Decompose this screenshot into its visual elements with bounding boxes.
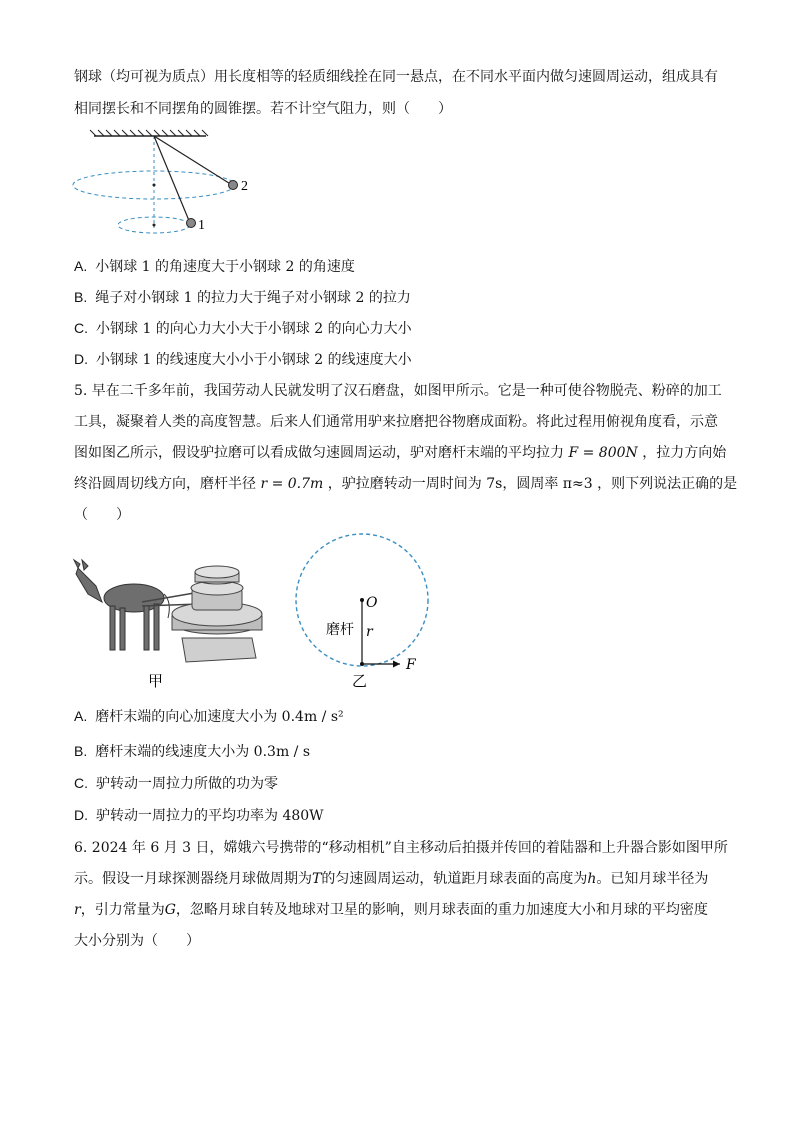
q4-option-a[interactable]: A. 小钢球 1 的角速度大于小钢球 2 的角速度: [74, 258, 355, 275]
q6-line2: 示。假设一月球探测器绕月球做周期为T的匀速圆周运动，轨道距月球表面的高度为h。已知月球半径为: [74, 871, 709, 887]
figure-yi-label: 乙: [352, 672, 368, 690]
string-2: [154, 136, 232, 185]
q5-stem-line5: （ ）: [74, 507, 130, 523]
string-1: [154, 136, 190, 223]
q4-option-c[interactable]: C. 小钢球 1 的向心力大小大于小钢球 2 的向心力大小: [74, 320, 412, 337]
force-value: F = 800N: [568, 445, 638, 461]
q4-option-b[interactable]: B. 绳子对小钢球 1 的拉力大于绳子对小钢球 2 的拉力: [74, 289, 411, 306]
figure-jia-label: 甲: [148, 672, 164, 690]
q5-stem-line1: 5. 早在二千多年前，我国劳动人民就发明了汉石磨盘，如图甲所示。它是一种可使谷物脱壳、粉碎的加工: [74, 383, 722, 399]
ball-1-label: 1: [198, 218, 205, 233]
pi-value: π≈3: [562, 476, 593, 492]
q5-stem-line2: 工具，凝聚着人类的高度智慧。后来人们通常用驴来拉磨把谷物磨成面粉。将此过程用俯视角度看，示意: [74, 414, 718, 430]
gravitational-constant-G: G: [164, 902, 176, 918]
force-F-label: F: [406, 657, 416, 673]
q5-stem-line4: 终沿圆周切线方向，磨杆半径 r = 0.7m ，驴拉磨转动一周时间为 7s，圆周率 π≈3 ，则下列说法正确的是: [74, 476, 738, 492]
radius-r-label: r: [366, 624, 373, 640]
q5-option-c[interactable]: C. 驴转动一周拉力所做的功为零: [74, 775, 278, 792]
q6-line4: 大小分别为（ ）: [74, 933, 200, 949]
q4-stem-line2: 相同摆长和不同摆角的圆锥摆。若不计空气阻力，则（ ）: [74, 101, 452, 117]
rod-label: 磨杆: [326, 622, 354, 638]
top-view-circle-figure: [290, 530, 450, 690]
conical-pendulum-figure: [66, 128, 266, 243]
ceiling-hatch: [90, 130, 208, 136]
moon-radius-r: r: [74, 902, 81, 918]
q5-option-a[interactable]: A. 磨杆末端的向心加速度大小为 0.4m / s²: [74, 708, 344, 725]
donkey-millstone-figure: [72, 558, 272, 688]
center-O-label: O: [366, 595, 378, 611]
q4-option-d[interactable]: D. 小钢球 1 的线速度大小小于小钢球 2 的线速度大小: [74, 351, 412, 368]
millstone-illustration: [172, 566, 262, 662]
q4-stem-line1: 钢球（均可视为质点）用长度相等的轻质细线拴在同一悬点，在不同水平面内做匀速圆周运动，组成具有: [74, 69, 718, 85]
q6-line1: 6. 2024 年 6 月 3 日，嫦娥六号携带的“移动相机”自主移动后拍摄并传回的着陆器和上升器合影如图甲所: [74, 840, 728, 856]
q6-line3: r，引力常量为G，忽略月球自转及地球对卫星的影响，则月球表面的重力加速度大小和月球的平均密度: [74, 902, 708, 918]
q5-option-b[interactable]: B. 磨杆末端的线速度大小为 0.3m / s: [74, 743, 311, 760]
ball-2-label: 2: [241, 179, 248, 194]
ball-2: [229, 181, 238, 190]
period-T: T: [312, 871, 322, 887]
q5-option-d[interactable]: D. 驴转动一周拉力的平均功率为 480W: [74, 807, 324, 824]
height-h: h: [587, 871, 597, 887]
ball-1: [187, 219, 196, 228]
q5-stem-line3: 图如图乙所示，假设驴拉磨可以看成做匀速圆周运动，驴对磨杆末端的平均拉力 F = 800N ，拉力方向始: [74, 445, 727, 461]
radius-value: r = 0.7m: [260, 476, 324, 492]
